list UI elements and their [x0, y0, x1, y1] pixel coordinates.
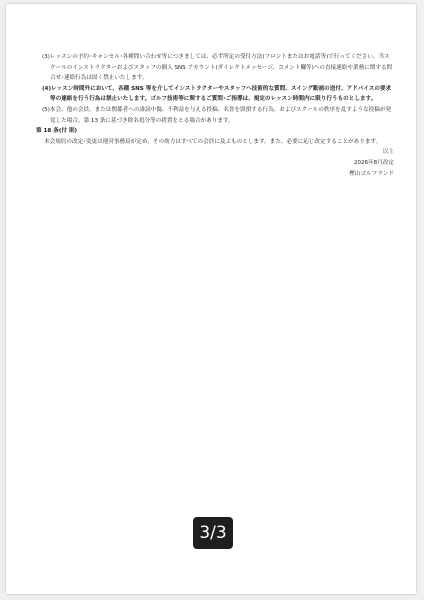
document-page [6, 4, 416, 594]
article-title: 第 18 条(付 則) [36, 128, 78, 135]
clause-item-4: (4)レッスン時間外において、各種 SNS 等を介してインストラクターやスタッフへ技術的な質問、スイング動画の送付、アドバイスの要求等の連絡を行う行為は禁止いたします。ゴルフ技術等に関するご質問･ご指導は、規定のレッスン時間内に限り行うものとします。 [42, 85, 392, 103]
document-content [36, 52, 394, 179]
clause-item-3: (3)レッスンの予約･キャンセル･各種問い合わせ等につきましては、必ず所定の受付方法(フロントまたはお電話等)で行ってください。当スクールのインストラクターおよびスタッフの個人 SNS アカウント(ダイレクトメッセージ、コメント欄等)への直接連絡や業務に関する問合せ･連絡行為は固く禁止いたします。 [42, 54, 393, 82]
page-indicator: 3/3 [193, 517, 233, 549]
closing-text: 以上 [382, 149, 394, 156]
clause-item-5: (5)本会、他の会員、または関係者への誹謗中傷、不利益を与える投稿、名誉を毀損する行為、およびスクールの秩序を乱すような投稿が発覚した場合、第 13 条に基づき除名処分等の措置をとる場合があります。 [42, 106, 392, 124]
revision-date: 2026年8月改定 [353, 159, 394, 166]
organization-name: 樫山ゴルフランド [349, 170, 394, 177]
article-body: 本会規約の改定･変更は運営事務局が定め、その効力はすべての会員に及ぶものとします。また、必要に応じ改定することがあります。 [44, 138, 382, 145]
